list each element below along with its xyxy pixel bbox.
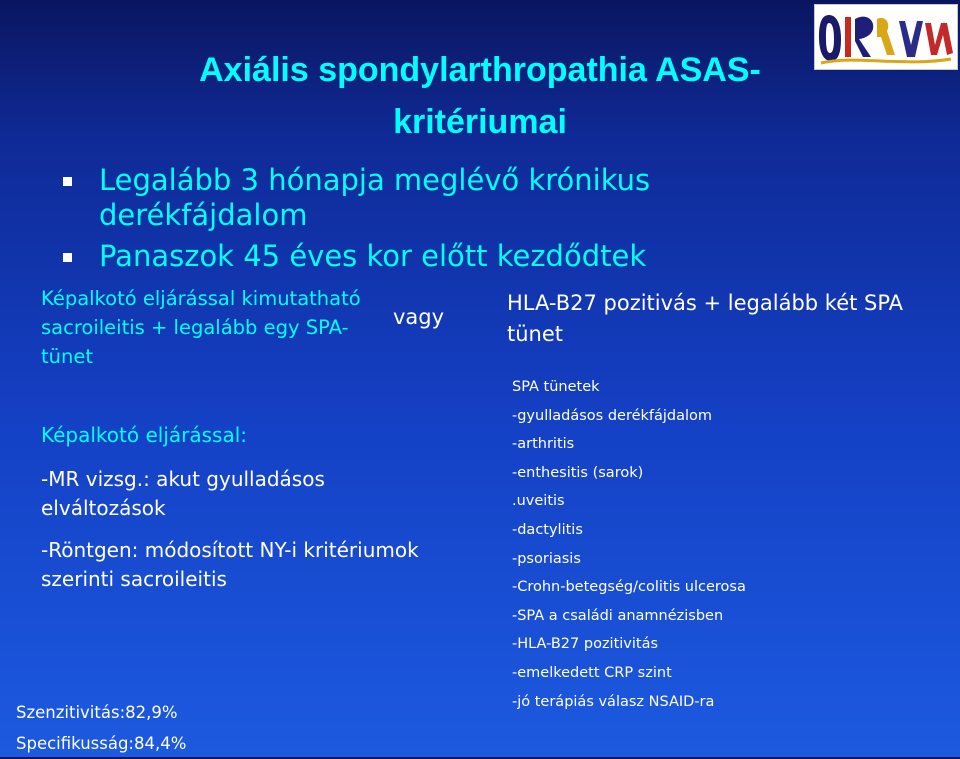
imaging-heading: Képalkotó eljárással: xyxy=(41,423,248,447)
xray-criterion: -Röntgen: módosított NY-i kritériumok szerinti sacroileitis xyxy=(41,538,419,591)
spa-list-item: -arthritis xyxy=(512,436,575,453)
spa-list-item: -HLA-B27 pozitivitás xyxy=(512,636,659,653)
title-line-1: Axiális spondylarthropathia ASAS- xyxy=(199,51,761,89)
title-line-2: kritériumai xyxy=(393,103,567,141)
specificity-value: Specifikusság:84,4% xyxy=(16,734,187,753)
bullet-text: Panaszok 45 éves kor előtt kezdődtek xyxy=(99,239,647,273)
spa-symptom-list xyxy=(512,373,942,716)
or-connector: vagy xyxy=(393,305,445,329)
spa-list-item: -jó terápiás válasz NSAID-ra xyxy=(512,693,715,710)
spa-list-item: -SPA a családi anamnézisben xyxy=(512,607,724,624)
statistics xyxy=(16,697,186,759)
spa-list-item: -enthesitis (sarok) xyxy=(512,464,644,481)
spa-list-heading: SPA tünetek xyxy=(512,379,600,395)
spa-list-item: -emelkedett CRP szint xyxy=(512,664,672,681)
spa-list-item: -gyulladásos derékfájdalom xyxy=(512,407,713,424)
hla-criterion: HLA-B27 pozitivás + legalább két SPA tünet xyxy=(507,291,904,346)
spa-list-item: -dactylitis xyxy=(512,521,583,538)
sensitivity-value: Szenzitivitás:82,9% xyxy=(16,703,178,722)
bullet-item xyxy=(58,163,758,233)
slide-title xyxy=(100,44,860,148)
square-bullet-icon xyxy=(63,253,72,262)
bullet-text: Legalább 3 hónapja meglévő krónikus derékfájdalom xyxy=(99,163,651,232)
mr-criterion: -MR vizsg.: akut gyulladásos elváltozások xyxy=(41,467,325,520)
imaging-criterion: Képalkotó eljárással kimutatható sacroileitis + legalább egy SPA-tünet xyxy=(41,287,361,368)
spa-list-item: .uveitis xyxy=(512,493,565,510)
bullet-list xyxy=(58,163,758,280)
square-bullet-icon xyxy=(63,177,72,186)
bullet-item xyxy=(58,239,758,274)
spa-list-item: -Crohn-betegség/colitis ulcerosa xyxy=(512,579,746,596)
spa-list-item: -psoriasis xyxy=(512,550,581,567)
